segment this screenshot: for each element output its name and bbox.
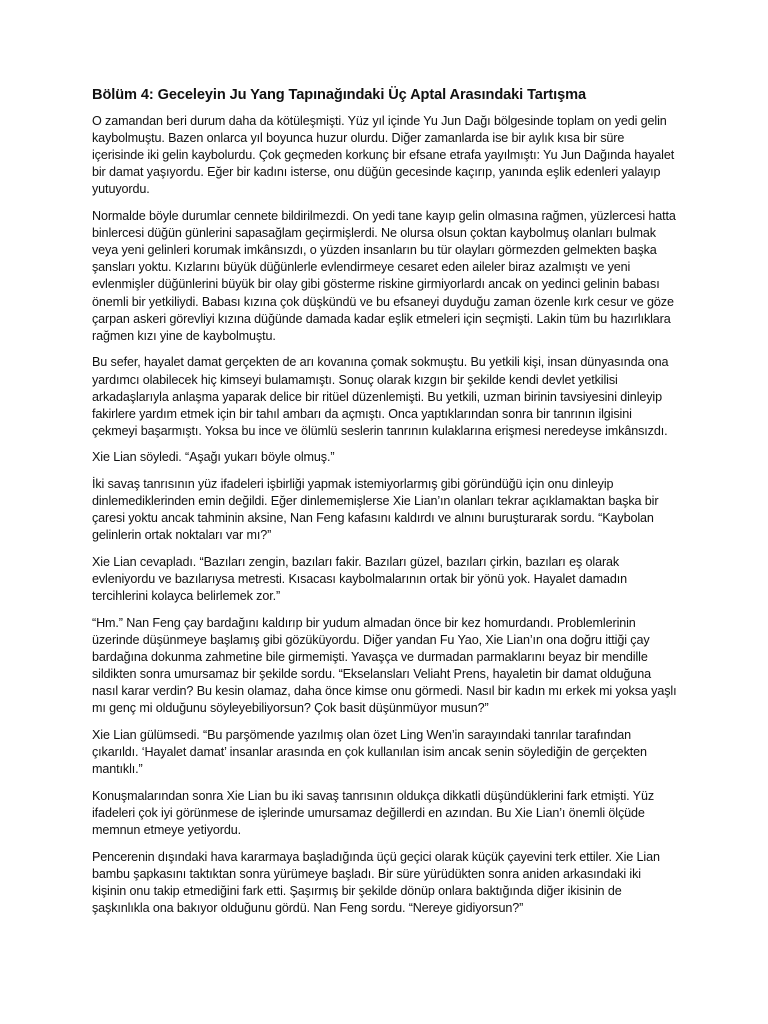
paragraph: Xie Lian cevapladı. “Bazıları zengin, bazıları fakir. Bazıları güzel, bazıları çirkin, bazıları eş olarak evleniyordu ve bazılarıysa metresti. Kısacası kaybolmalarının ortak bir yönü yok. Hayalet damadın tercihlerini kolayca belirlemek zor.”	[92, 555, 628, 604]
chapter-title: Bölüm 4: Geceleyin Ju Yang Tapınağındaki Üç Aptal Arasındaki Tartışma	[92, 87, 587, 103]
paragraph: Konuşmalarından sonra Xie Lian bu iki savaş tanrısının oldukça dikkatli düşündüklerini fark etmişti. Yüz ifadeleri çok iyi görünmese de işlerinde umursamaz değillerdi en azından. Bu Xie Lian’ı önemli ölçüde memnun etmeye yetiyordu.	[92, 789, 655, 838]
paragraph: Xie Lian gülümsedi. “Bu parşömende yazılmış olan özet Ling Wen’in sarayındaki tanrılar tarafından çıkarıldı. ‘Hayalet damat’ insanlar arasında en çok kullanılan isim ancak senin söylediğin de gerçekten mantıklı.”	[92, 728, 647, 777]
paragraph: Bu sefer, hayalet damat gerçekten de arı kovanına çomak sokmuştu. Bu yetkili kişi, insan dünyasında ona yardımcı olabilecek hiç kimseyi bulamamıştı. Sonuç olarak kızgın bir şekilde kendi devlet yetkilisi arkadaşlarıyla anlaşma yaparak delice bir ritüel düzenlemişti. Bu yetkili, uzman birinin tavsiyesini dinleyip fakirlere yardım etmek için bir tahıl ambarı da açmıştı. Onca yaptıklarından sonra bir tanrının ilgisini çekmeyi başarmıştı. Yoksa bu ince ve ölümlü seslerin tanrının kulaklarına erişmesi neredeyse imkânsızdı.	[92, 355, 669, 438]
paragraph: Pencerenin dışındaki hava kararmaya başladığında üçü geçici olarak küçük çayevini terk ettiler. Xie Lian bambu şapkasını taktıktan sonra yürümeye başladı. Bir süre yürüdükten sonra aniden arkasındaki iki kişinin onu takip etmediğini fark etti. Şaşırmış bir şekilde dönüp onlara baktığında diğer ikisinin de şaşkınlıkla ona bakıyor olduğunu gördü. Nan Feng sordu. “Nereye gidiyorsun?”	[92, 849, 660, 916]
paragraph: İki savaş tanrısının yüz ifadeleri işbirliği yapmak istemiyorlarmış gibi göründüğü için onu dinleyip dinlemediklerinden emin değildi. Eğer dinlememişlerse Xie Lian’ın olanları tekrar açıklamaktan başka bir çaresi yoktu ancak tahminin aksine, Nan Feng kafasını kaldırdı ve alnını buruşturarak sordu. “Kaybolan gelinlerin ortak noktaları var mı?”	[92, 477, 659, 543]
paragraph: Normalde böyle durumlar cennete bildirilmezdi. On yedi tane kayıp gelin olmasına rağmen, yüzlercesi hatta binlercesi düğün günlerini sapasağlam geçirmişlerdi. Ne olursa olsun çoktan kaybolmuş olanları bulmak veya yeni gelinleri korumak imkânsızdı, o yüzden insanların bu tür olayları görmezden gelmekten başka şansları yoktu. Kızlarını büyük düğünlerle evlendirmeye cesaret eden aileler biraz azalmıştı ve yeni evlenmişler düğünlerini büyük bir olay gibi gösterme riskine girmiyorlardı ancak on yedinci gelinin babası önemli bir yetkiliydi. Babası kızına çok düşkündü ve bu efsaneyi duyduğu zaman özenle kırk cesur ve göze çarpan askeri görevliyi kızına düğünde damada kadar eşlik etmeleri için seçmişti. Lakin tüm bu hazırlıklara rağmen kızı yine de kaybolmuştu.	[92, 209, 676, 343]
paragraph: O zamandan beri durum daha da kötüleşmişti. Yüz yıl içinde Yu Jun Dağı bölgesinde toplam on yedi gelin kaybolmuştu. Bazen onlarca yıl boyunca huzur olurdu. Diğer zamanlarda ise bir aylık kısa bir süre içerisinde iki gelin kaybolurdu. Çok geçmeden korkunç bir efsane etrafa yayılmıştı: Yu Jun Dağında hayalet bir damat yaşıyordu. Eğer bir kadını isterse, onu düğün gecesinde kaçırıp, yanında eşlik edenleri yalayıp yutuyordu.	[92, 114, 675, 197]
paragraph: “Hm.” Nan Feng çay bardağını kaldırıp bir yudum almadan önce bir kez homurdandı. Problemlerinin üzerinde düşünmeye başlamış gibi gözüküyordu. Diğer yandan Fu Yao, Xie Lian’ın ona doğru ittiği çay bardağına dokunma zahmetine bile girmemişti. Yavaşça ve durmadan parmaklarını beyaz bir mendille sildikten sonra umursamaz bir şekilde sordu. “Ekselansları Veliaht Prens, hayaletin bir damat olduğuna nasıl karar verdin? Bu kesin olamaz, daha önce kimse onu görmedi. Nasıl bir kadın mı erkek mi yoksa yaşlı mı genç mi olduğunu söyleyebiliyorsun? Çok basit düşünmüyor musun?”	[92, 616, 677, 716]
paragraph: Xie Lian söyledi. “Aşağı yukarı böyle olmuş.”	[92, 450, 335, 465]
